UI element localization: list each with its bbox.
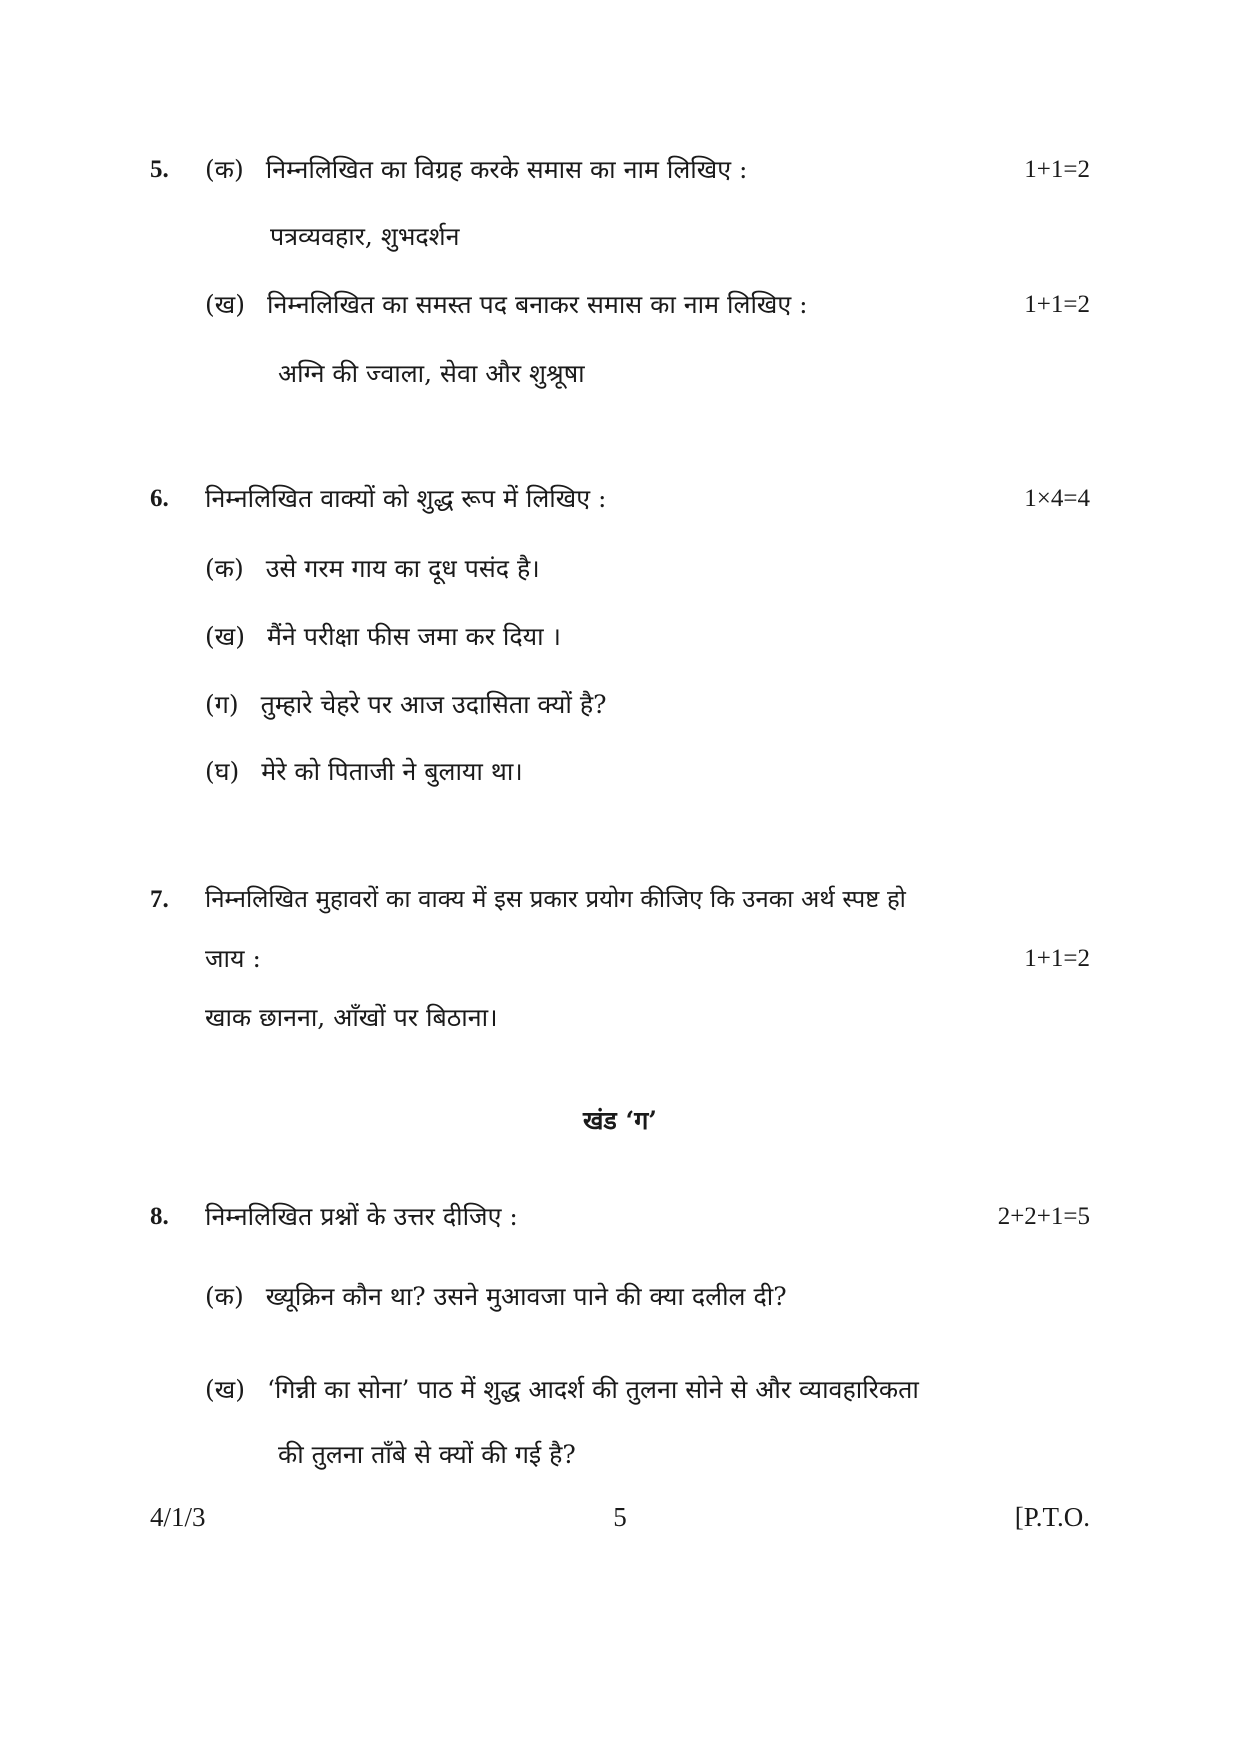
question-number: 8. — [150, 1203, 169, 1230]
question-text: निम्नलिखित मुहावरों का वाक्य में इस प्रकार प्रयोग कीजिए कि उनका अर्थ स्पष्ट हो — [205, 885, 906, 913]
list-item — [205, 759, 523, 784]
sub-label: (क) — [205, 155, 244, 184]
marks: 1+1=2 — [1024, 291, 1090, 318]
section-heading: खंड ‘ग’ — [582, 1106, 657, 1135]
marks: 1+1=2 — [1024, 945, 1090, 972]
item-text: मैंने परीक्षा फीस जमा कर दिया । — [266, 622, 562, 651]
page-number: 5 — [613, 1502, 627, 1532]
item-text: उसे गरम गाय का दूध पसंद है। — [265, 554, 540, 583]
sub-label: (ख) — [205, 290, 245, 319]
sub-label: (घ) — [205, 757, 240, 786]
list-item — [205, 556, 540, 581]
marks: 2+2+1=5 — [997, 1203, 1090, 1230]
question-text: निम्नलिखित का विग्रह करके समास का नाम लिखिए : — [265, 155, 748, 184]
word-list: खाक छानना, आँखों पर बिठाना। — [205, 1003, 498, 1032]
marks: 1+1=2 — [1024, 156, 1090, 183]
list-item — [205, 624, 561, 649]
pto-marker: [P.T.O. — [1014, 1502, 1090, 1532]
question-8b — [205, 1377, 919, 1402]
sub-label: (ख) — [205, 1375, 245, 1404]
word-list: अग्नि की ज्वाला, सेवा और शुश्रूषा — [278, 359, 585, 388]
item-text: मेरे को पिताजी ने बुलाया था। — [261, 757, 523, 786]
paper-code: 4/1/3 — [150, 1502, 206, 1532]
question-5b — [205, 292, 808, 317]
item-text: तुम्हारे चेहरे पर आज उदासिता क्यों है? — [260, 690, 607, 719]
sub-label: (क) — [205, 554, 244, 583]
word-list: पत्रव्यवहार, शुभदर्शन — [270, 222, 460, 251]
question-8a — [205, 1284, 787, 1309]
question-text: निम्नलिखित प्रश्नों के उत्तर दीजिए : — [205, 1202, 518, 1231]
question-text: निम्नलिखित का समस्त पद बनाकर समास का नाम लिखिए : — [266, 290, 808, 319]
sub-label: (ग) — [205, 690, 239, 719]
question-text: निम्नलिखित वाक्यों को शुद्ध रूप में लिखिए : — [205, 484, 607, 513]
question-text-continued: जाय : — [205, 944, 261, 973]
marks: 1×4=4 — [1024, 485, 1090, 512]
question-text: ख्यूक्रिन कौन था? उसने मुआवजा पाने की क्या दलील दी? — [265, 1282, 787, 1311]
list-item — [205, 692, 607, 717]
sub-label: (ख) — [205, 622, 245, 651]
question-5a — [205, 157, 747, 182]
question-number: 7. — [150, 886, 169, 913]
sub-label: (क) — [205, 1282, 244, 1311]
question-number: 5. — [150, 156, 169, 183]
question-text: ‘गिन्नी का सोना’ पाठ में शुद्ध आदर्श की तुलना सोने से और व्यावहारिकता — [266, 1375, 919, 1404]
question-text-continued: की तुलना ताँबे से क्यों की गई है? — [278, 1440, 576, 1469]
question-number: 6. — [150, 485, 169, 512]
